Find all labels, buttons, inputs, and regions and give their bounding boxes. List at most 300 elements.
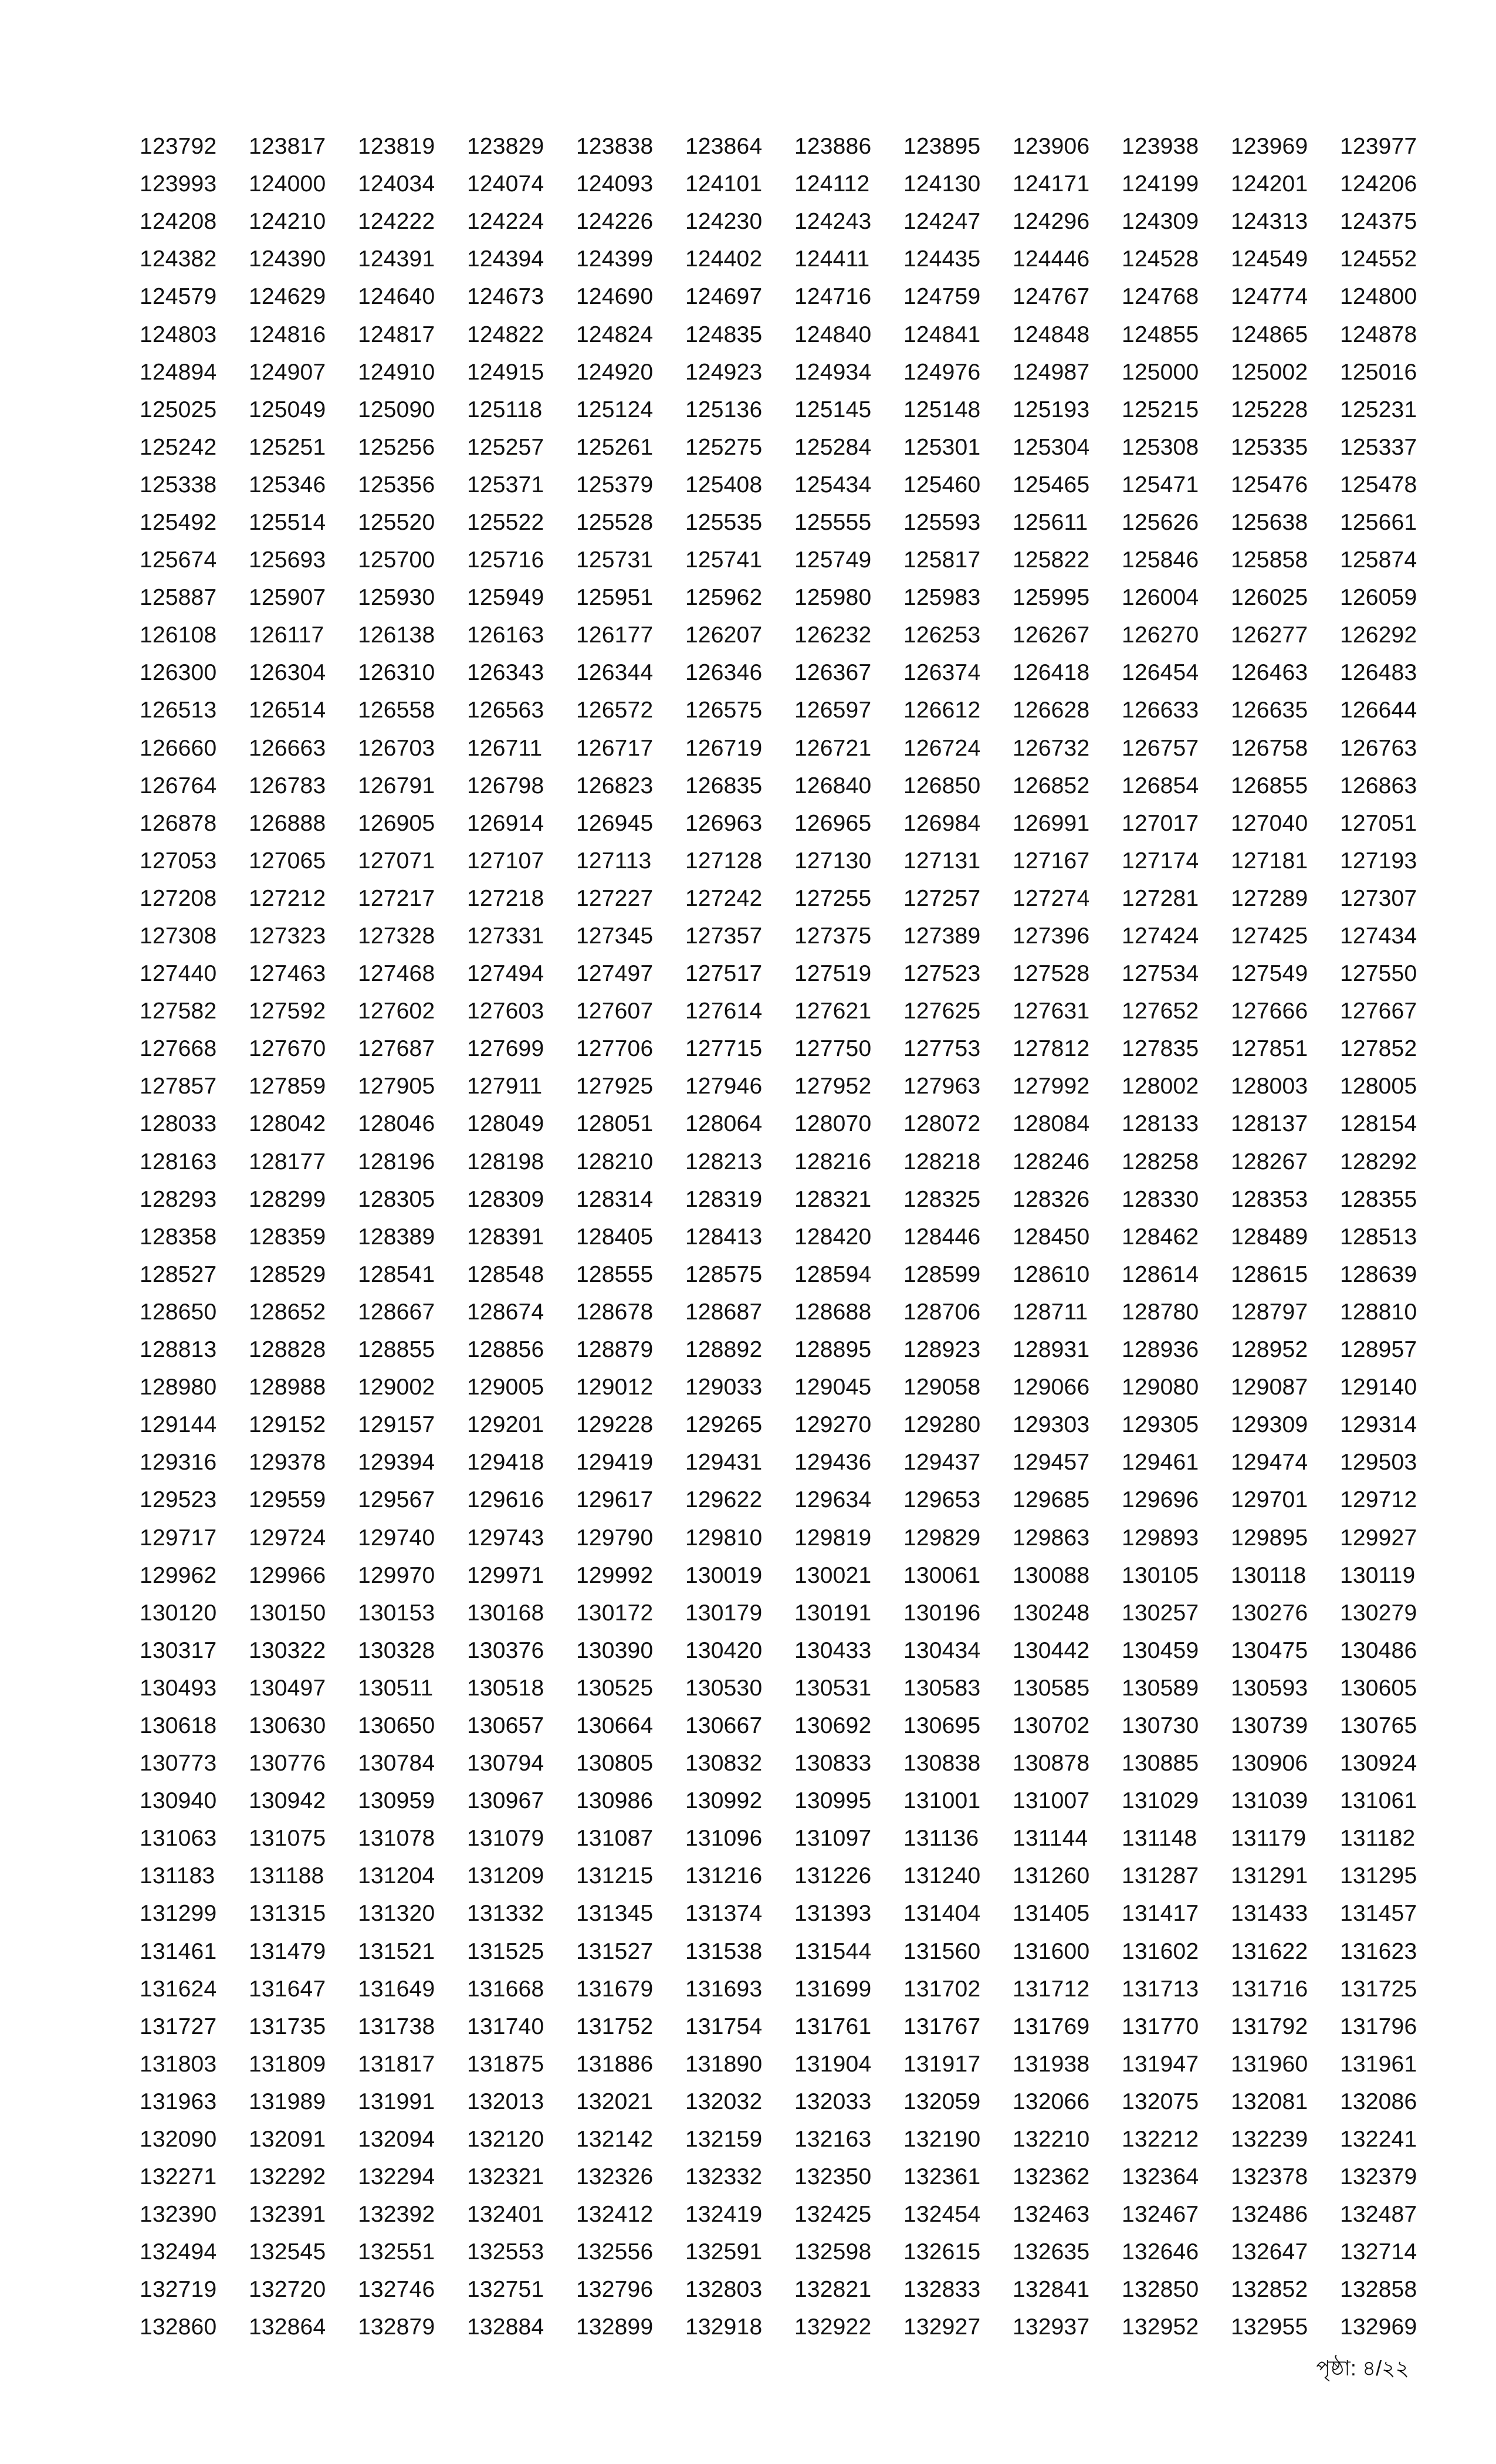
- roll-number-cell: 125555: [794, 509, 872, 535]
- roll-number-cell: 125231: [1340, 397, 1417, 422]
- roll-number-cell: 132350: [794, 2164, 872, 2190]
- roll-number-cell: 129717: [140, 1525, 217, 1551]
- roll-number-cell: 131754: [685, 2013, 763, 2039]
- roll-number-cell: 127549: [1231, 961, 1308, 987]
- roll-number-cell: 128319: [685, 1186, 763, 1212]
- roll-number-cell: 128005: [1340, 1074, 1417, 1099]
- roll-number-cell: 129394: [358, 1450, 435, 1475]
- roll-number-cell: 130940: [140, 1788, 217, 1814]
- roll-number-cell: 130692: [794, 1712, 872, 1738]
- roll-number-cell: 131917: [903, 2051, 981, 2077]
- roll-number-cell: 126855: [1231, 773, 1308, 798]
- roll-number-cell: 130531: [794, 1675, 872, 1701]
- roll-number-cell: 123838: [576, 134, 654, 160]
- roll-number-cell: 125980: [794, 585, 872, 611]
- roll-number-cell: 124816: [249, 321, 326, 347]
- roll-number-cell: 132553: [467, 2239, 544, 2265]
- roll-number-cell: 126344: [576, 660, 654, 686]
- roll-number-cell: 132159: [685, 2127, 763, 2152]
- roll-number-cell: 127753: [903, 1036, 981, 1062]
- roll-number-cell: 132545: [249, 2239, 326, 2265]
- roll-number-cell: 125193: [1013, 397, 1090, 422]
- roll-number-cell: 129685: [1013, 1487, 1090, 1513]
- roll-number-cell: 127857: [140, 1074, 217, 1099]
- roll-number-cell: 125822: [1013, 547, 1090, 573]
- roll-number-cell: 126277: [1231, 622, 1308, 648]
- roll-number-cell: 129012: [576, 1375, 654, 1400]
- roll-number-cell: 131817: [358, 2051, 435, 2077]
- roll-number-cell: 128218: [903, 1149, 981, 1175]
- roll-number-cell: 126965: [794, 810, 872, 836]
- roll-number-cell: 128391: [467, 1224, 544, 1250]
- roll-number-cell: 132120: [467, 2127, 544, 2152]
- roll-number-cell: 128936: [1122, 1337, 1199, 1363]
- roll-number-cell: 132927: [903, 2314, 981, 2340]
- roll-number-cell: 132392: [358, 2202, 435, 2228]
- roll-number-cell: 128780: [1122, 1299, 1199, 1325]
- roll-number-cell: 127463: [249, 961, 326, 987]
- roll-number-cell: 126783: [249, 773, 326, 798]
- roll-number-cell: 123829: [467, 134, 544, 160]
- roll-number-cell: 132032: [685, 2089, 763, 2114]
- roll-number-cell: 128610: [1013, 1261, 1090, 1287]
- roll-number-cell: 131433: [1231, 1901, 1308, 1927]
- roll-number-cell: 127812: [1013, 1036, 1090, 1062]
- roll-number-cell: 128003: [1231, 1074, 1308, 1099]
- roll-number-cell: 126905: [358, 810, 435, 836]
- roll-number-cell: 132364: [1122, 2164, 1199, 2190]
- roll-number-cell: 130833: [794, 1751, 872, 1776]
- roll-number-cell: 130276: [1231, 1600, 1308, 1626]
- roll-number-cell: 131136: [903, 1826, 979, 1852]
- roll-number-cell: 129305: [1122, 1412, 1199, 1438]
- roll-number-cell: 124296: [1013, 209, 1090, 235]
- roll-number-cell: 126757: [1122, 735, 1199, 761]
- roll-number-cell: 127667: [1340, 999, 1417, 1024]
- roll-number-cell: 132378: [1231, 2164, 1308, 2190]
- roll-number-cell: 132841: [1013, 2277, 1090, 2303]
- roll-number-cell: 127852: [1340, 1036, 1417, 1062]
- roll-number-cell: 130664: [576, 1712, 654, 1738]
- roll-number-cell: 128599: [903, 1261, 981, 1287]
- roll-number-cell: 130838: [903, 1751, 981, 1776]
- roll-number-cell: 127053: [140, 848, 217, 874]
- roll-number-cell: 127625: [903, 999, 981, 1024]
- roll-number-cell: 127607: [576, 999, 654, 1024]
- roll-number-cell: 130420: [685, 1637, 763, 1663]
- roll-number-cell: 123864: [685, 134, 763, 160]
- roll-number-cell: 127357: [685, 923, 763, 949]
- roll-number-cell: 129457: [1013, 1450, 1090, 1475]
- roll-number-cell: 125626: [1122, 509, 1199, 535]
- roll-number-cell: 128196: [358, 1149, 435, 1175]
- roll-number-cell: 130322: [249, 1637, 326, 1663]
- roll-number-cell: 128299: [249, 1186, 326, 1212]
- roll-number-cell: 126300: [140, 660, 217, 686]
- roll-number-cell: 125465: [1013, 472, 1090, 497]
- roll-number-cell: 128575: [685, 1261, 763, 1287]
- roll-number-cell: 132090: [140, 2127, 217, 2152]
- roll-number-cell: 132864: [249, 2314, 326, 2340]
- roll-number-cell: 129418: [467, 1450, 544, 1475]
- roll-number-cell: 130702: [1013, 1712, 1090, 1738]
- roll-number-cell: 130486: [1340, 1637, 1417, 1663]
- roll-number-cell: 131007: [1013, 1788, 1090, 1814]
- roll-number-cell: 131602: [1122, 1938, 1199, 1964]
- roll-number-cell: 124112: [794, 171, 870, 197]
- roll-number-cell: 130493: [140, 1675, 217, 1701]
- roll-number-cell: 132860: [140, 2314, 217, 2340]
- roll-number-cell: 131332: [467, 1901, 544, 1927]
- roll-number-cell: 127550: [1340, 961, 1417, 987]
- roll-number-cell: 124817: [358, 321, 435, 347]
- roll-number-cell: 127468: [358, 961, 435, 987]
- roll-number-cell: 128358: [140, 1224, 217, 1250]
- roll-number-cell: 128688: [794, 1299, 872, 1325]
- roll-number-cell: 124923: [685, 359, 763, 385]
- roll-number-cell: 130878: [1013, 1751, 1090, 1776]
- roll-number-cell: 129523: [140, 1487, 217, 1513]
- roll-number-cell: 128325: [903, 1186, 981, 1212]
- roll-number-cell: 127128: [685, 848, 763, 874]
- roll-number-cell: 131963: [140, 2089, 217, 2114]
- roll-number-cell: 124841: [903, 321, 981, 347]
- roll-number-cell: 127065: [249, 848, 326, 874]
- roll-number-cell: 131179: [1231, 1826, 1307, 1852]
- roll-number-cell: 129265: [685, 1412, 763, 1438]
- roll-number-cell: 131063: [140, 1826, 217, 1852]
- roll-number-cell: 131796: [1340, 2013, 1417, 2039]
- roll-number-cell: 129045: [794, 1375, 872, 1400]
- roll-number-cell: 129474: [1231, 1450, 1308, 1475]
- roll-number-cell: 128042: [249, 1111, 326, 1137]
- roll-number-cell: 132746: [358, 2277, 435, 2303]
- roll-number-cell: 127255: [794, 885, 872, 911]
- roll-number-cell: 128674: [467, 1299, 544, 1325]
- roll-number-cell: 125000: [1122, 359, 1199, 385]
- roll-number-cell: 131204: [358, 1863, 435, 1889]
- roll-number-cell: 127174: [1122, 848, 1199, 874]
- roll-number-cell: 129280: [903, 1412, 981, 1438]
- roll-number-cell: 131029: [1122, 1788, 1199, 1814]
- roll-number-cell: 129653: [903, 1487, 981, 1513]
- roll-number-cell: 126850: [903, 773, 981, 798]
- roll-number-cell: 128687: [685, 1299, 763, 1325]
- roll-number-cell: 129270: [794, 1412, 872, 1438]
- roll-number-cell: 123938: [1122, 134, 1199, 160]
- roll-number-cell: 130805: [576, 1751, 654, 1776]
- roll-number-cell: 125638: [1231, 509, 1308, 535]
- roll-number-cell: 128137: [1231, 1111, 1308, 1137]
- roll-number-cell: 132401: [467, 2202, 544, 2228]
- roll-number-cell: 129829: [903, 1525, 981, 1551]
- roll-number-cell: 130518: [467, 1675, 544, 1701]
- roll-number-cell: 126984: [903, 810, 981, 836]
- roll-number-cell: 124224: [467, 209, 544, 235]
- roll-number-cell: 131989: [249, 2089, 326, 2114]
- roll-number-cell: 128210: [576, 1149, 654, 1175]
- roll-number-cell: 130924: [1340, 1751, 1417, 1776]
- roll-number-cell: 125118: [467, 397, 543, 422]
- roll-number-cell: 127946: [685, 1074, 763, 1099]
- roll-number-cell: 130061: [903, 1562, 981, 1588]
- roll-number-cell: 127113: [576, 848, 652, 874]
- roll-number-cell: 127281: [1122, 885, 1199, 911]
- roll-number-cell: 131803: [140, 2051, 217, 2077]
- roll-number-cell: 129971: [467, 1562, 544, 1588]
- roll-number-cell: 130773: [140, 1751, 217, 1776]
- roll-number-cell: 131769: [1013, 2013, 1090, 2039]
- roll-number-cell: 124399: [576, 246, 654, 272]
- roll-number-cell: 130168: [467, 1600, 544, 1626]
- roll-number-cell: 126343: [467, 660, 544, 686]
- roll-number-cell: 132884: [467, 2314, 544, 2340]
- roll-number-cell: 131525: [467, 1938, 544, 1964]
- roll-number-cell: 131087: [576, 1826, 654, 1852]
- roll-number-cell: 126513: [140, 698, 217, 723]
- roll-number-cell: 126483: [1340, 660, 1417, 686]
- roll-number-cell: 127528: [1013, 961, 1090, 987]
- roll-number-cell: 125951: [576, 585, 654, 611]
- roll-number-cell: 126463: [1231, 660, 1308, 686]
- roll-number-cell: 130794: [467, 1751, 544, 1776]
- roll-number-cell: 131315: [249, 1901, 326, 1927]
- roll-number-cell: 124390: [249, 246, 326, 272]
- roll-number-cell: 128450: [1013, 1224, 1090, 1250]
- roll-number-cell: 128541: [358, 1261, 435, 1287]
- roll-number-cell: 130967: [467, 1788, 544, 1814]
- roll-number-cell: 130986: [576, 1788, 654, 1814]
- roll-number-cell: 131668: [467, 1976, 544, 2002]
- roll-number-cell: 126719: [685, 735, 763, 761]
- roll-number-cell: 127859: [249, 1074, 326, 1099]
- roll-number-cell: 125749: [794, 547, 872, 573]
- roll-number-cell: 131209: [467, 1863, 544, 1889]
- roll-number-cell: 127274: [1013, 885, 1090, 911]
- roll-number-cell: 130992: [685, 1788, 763, 1814]
- roll-number-cell: 127440: [140, 961, 217, 987]
- roll-number-cell: 132391: [249, 2202, 326, 2228]
- roll-number-cell: 127181: [1231, 848, 1308, 874]
- roll-number-cell: 125716: [467, 547, 544, 573]
- roll-number-cell: 126177: [576, 622, 654, 648]
- roll-number-cell: 125593: [903, 509, 981, 535]
- roll-number-cell: 129431: [685, 1450, 763, 1475]
- roll-number-cell: 128293: [140, 1186, 217, 1212]
- roll-number-cell: 126270: [1122, 622, 1199, 648]
- roll-number-cell: 128797: [1231, 1299, 1308, 1325]
- roll-number-cell: 126628: [1013, 698, 1090, 723]
- roll-number-cell: 132714: [1340, 2239, 1417, 2265]
- roll-number-cell: 124093: [576, 171, 654, 197]
- roll-number-cell: 131738: [358, 2013, 435, 2039]
- roll-number-cell: 127905: [358, 1074, 435, 1099]
- roll-number-cell: 131947: [1122, 2051, 1199, 2077]
- roll-number-cell: 128892: [685, 1337, 763, 1363]
- roll-number-cell: 128072: [903, 1111, 981, 1137]
- roll-number-cell: 127434: [1340, 923, 1417, 949]
- roll-number-cell: 124226: [576, 209, 654, 235]
- roll-number-cell: 128711: [1013, 1299, 1088, 1325]
- roll-number-cell: 130390: [576, 1637, 654, 1663]
- roll-number-cell: 127307: [1340, 885, 1417, 911]
- roll-number-cell: 125275: [685, 434, 763, 460]
- roll-number-cell: 132879: [358, 2314, 435, 2340]
- roll-number-cell: 132075: [1122, 2089, 1199, 2114]
- roll-number-cell: 124313: [1231, 209, 1308, 235]
- roll-number-cell: 131374: [685, 1901, 763, 1927]
- roll-number-cell: 124774: [1231, 284, 1308, 310]
- roll-number-cell: 131148: [1122, 1826, 1197, 1852]
- roll-number-cell: 125304: [1013, 434, 1090, 460]
- roll-number-cell: 129436: [794, 1450, 872, 1475]
- roll-number-cell: 132425: [794, 2202, 872, 2228]
- roll-number-cell: 126138: [358, 622, 435, 648]
- roll-number-cell: 129616: [467, 1487, 544, 1513]
- roll-number-cell: 127652: [1122, 999, 1199, 1024]
- roll-number-cell: 131702: [903, 1976, 981, 2002]
- roll-number-cell: 126207: [685, 622, 763, 648]
- roll-number-cell: 129559: [249, 1487, 326, 1513]
- roll-number-cell: 130019: [685, 1562, 763, 1588]
- roll-number-cell: 128267: [1231, 1149, 1308, 1175]
- roll-number-cell: 132937: [1013, 2314, 1090, 2340]
- roll-number-cell: 130179: [685, 1600, 763, 1626]
- roll-number-cell: 130650: [358, 1712, 435, 1738]
- roll-number-cell: 128879: [576, 1337, 654, 1363]
- roll-number-cell: 127517: [685, 961, 763, 987]
- roll-number-cell: 123886: [794, 134, 872, 160]
- roll-number-cell: 127208: [140, 885, 217, 911]
- roll-number-cell: 130088: [1013, 1562, 1090, 1588]
- roll-number-cell: 130317: [140, 1637, 217, 1663]
- roll-number-cell: 123977: [1340, 134, 1417, 160]
- roll-number-cell: 128931: [1013, 1337, 1090, 1363]
- roll-number-cell: 124552: [1340, 246, 1417, 272]
- roll-number-cell: 124855: [1122, 321, 1199, 347]
- roll-number-cell: 129152: [249, 1412, 326, 1438]
- roll-number-cell: 124222: [358, 209, 435, 235]
- roll-number-cell: 128650: [140, 1299, 217, 1325]
- roll-number-cell: 129228: [576, 1412, 654, 1438]
- roll-number-cell: 131226: [794, 1863, 872, 1889]
- roll-number-cell: 124840: [794, 321, 872, 347]
- roll-number-cell: 130376: [467, 1637, 544, 1663]
- roll-number-cell: 123819: [358, 134, 435, 160]
- roll-number-cell: 128216: [794, 1149, 872, 1175]
- roll-number-cell: 131075: [249, 1826, 326, 1852]
- roll-number-cell: 130248: [1013, 1600, 1090, 1626]
- roll-number-cell: 127107: [467, 848, 544, 874]
- roll-number-cell: 129810: [685, 1525, 763, 1551]
- roll-number-cell: 124894: [140, 359, 217, 385]
- roll-number-cell: 125016: [1340, 359, 1417, 385]
- roll-number-cell: 126852: [1013, 773, 1090, 798]
- roll-number-cell: 132212: [1122, 2127, 1199, 2152]
- roll-number-cell: 129712: [1340, 1487, 1417, 1513]
- roll-number-cell: 126798: [467, 773, 544, 798]
- roll-number-cell: 124835: [685, 321, 763, 347]
- roll-number-cell: 128420: [794, 1224, 872, 1250]
- roll-number-cell: 129140: [1340, 1375, 1417, 1400]
- roll-number-cell: 132635: [1013, 2239, 1090, 2265]
- roll-number-cell: 132059: [903, 2089, 981, 2114]
- roll-number-cell: 127523: [903, 961, 981, 987]
- roll-number-cell: 130120: [140, 1600, 217, 1626]
- roll-number-cell: 127375: [794, 923, 872, 949]
- roll-number-cell: 127289: [1231, 885, 1308, 911]
- roll-number-cell: 126703: [358, 735, 435, 761]
- roll-number-cell: 124878: [1340, 321, 1417, 347]
- roll-number-cell: 128652: [249, 1299, 326, 1325]
- roll-number-cell: 124910: [358, 359, 435, 385]
- roll-number-cell: 126025: [1231, 585, 1308, 611]
- roll-number-cell: 126644: [1340, 698, 1417, 723]
- roll-number-cell: 132390: [140, 2202, 217, 2228]
- roll-number-cell: 124000: [249, 171, 326, 197]
- roll-number-cell: 129316: [140, 1450, 217, 1475]
- roll-number-cell: 127582: [140, 999, 217, 1024]
- roll-number-cell: 125817: [903, 547, 981, 573]
- roll-number-cell: 126835: [685, 773, 763, 798]
- roll-number-cell: 131260: [1013, 1863, 1090, 1889]
- roll-number-cell: 131544: [794, 1938, 872, 1964]
- roll-number-cell: 128002: [1122, 1074, 1199, 1099]
- roll-number-cell: 130583: [903, 1675, 981, 1701]
- roll-number-cell: 130119: [1340, 1562, 1416, 1588]
- roll-number-cell: 130765: [1340, 1712, 1417, 1738]
- roll-number-cell: 132463: [1013, 2202, 1090, 2228]
- roll-number-cell: 129622: [685, 1487, 763, 1513]
- roll-number-cell: 129066: [1013, 1375, 1090, 1400]
- roll-number-cell: 126663: [249, 735, 326, 761]
- roll-number-cell: 126310: [358, 660, 435, 686]
- roll-number-cell: 126763: [1340, 735, 1417, 761]
- roll-number-cell: 130153: [358, 1600, 435, 1626]
- roll-number-cell: 126253: [903, 622, 981, 648]
- roll-number-cell: 127603: [467, 999, 544, 1024]
- roll-number-cell: 131479: [249, 1938, 326, 1964]
- roll-number-cell: 126374: [903, 660, 981, 686]
- roll-number-cell: 126732: [1013, 735, 1090, 761]
- roll-number-cell: 125846: [1122, 547, 1199, 573]
- roll-number-cell: 131623: [1340, 1938, 1417, 1964]
- roll-number-cell: 129503: [1340, 1450, 1417, 1475]
- roll-number-cell: 129033: [685, 1375, 763, 1400]
- roll-number-cell: 125874: [1340, 547, 1417, 573]
- roll-number-cell: 129419: [576, 1450, 654, 1475]
- roll-number-cell: 129201: [467, 1412, 544, 1438]
- roll-number-cell: 132081: [1231, 2089, 1308, 2114]
- roll-number-cell: 127534: [1122, 961, 1199, 987]
- roll-number-cell: 125371: [467, 472, 544, 497]
- roll-number-cell: 125528: [576, 509, 654, 535]
- roll-number-cell: 131183: [140, 1863, 215, 1889]
- roll-number-cell: 131461: [140, 1938, 217, 1964]
- roll-number-cell: 123792: [140, 134, 217, 160]
- roll-number-cell: 132241: [1340, 2127, 1417, 2152]
- roll-number-cell: 132066: [1013, 2089, 1090, 2114]
- roll-number-cell: 130497: [249, 1675, 326, 1701]
- roll-number-cell: 125338: [140, 472, 217, 497]
- roll-number-cell: 124394: [467, 246, 544, 272]
- roll-number-cell: 125674: [140, 547, 217, 573]
- roll-number-cell: 124824: [576, 321, 654, 347]
- roll-number-cell: 132922: [794, 2314, 872, 2340]
- roll-number-cell: 125408: [685, 472, 763, 497]
- roll-number-cell: 124767: [1013, 284, 1090, 310]
- roll-number-cell: 125693: [249, 547, 326, 573]
